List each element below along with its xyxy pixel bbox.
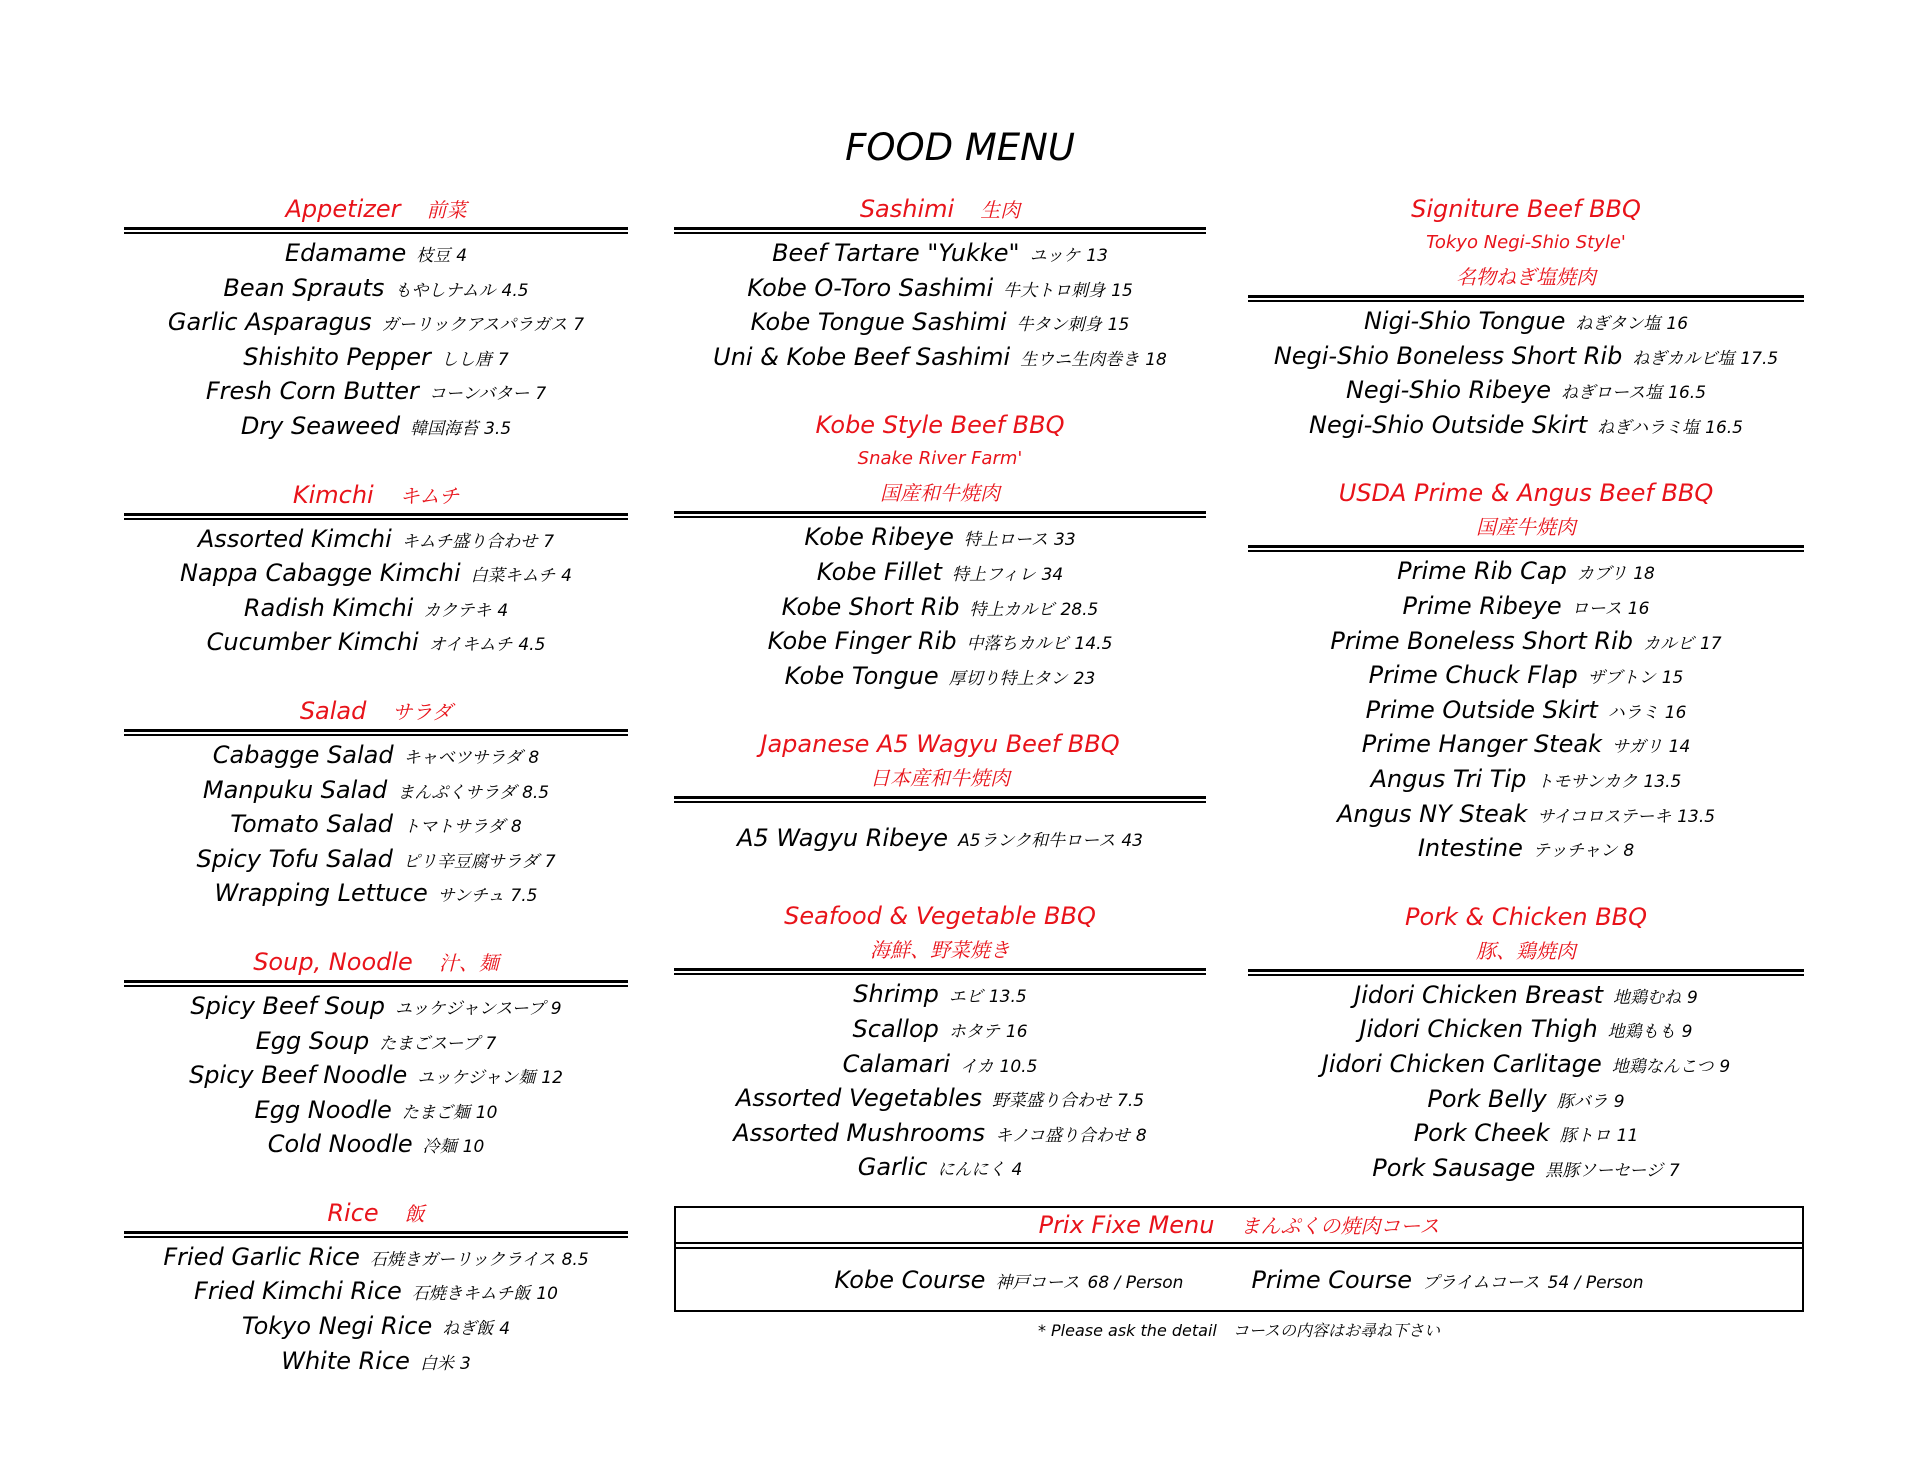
- section-title: Pork & Chicken BBQ: [1404, 902, 1648, 931]
- section-divider: [674, 968, 1206, 975]
- menu-item: Tokyo Negi Rice ねぎ飯 4: [241, 1312, 511, 1341]
- menu-item: Garlic Asparagus ガーリックアスパラガス 7: [167, 308, 585, 337]
- menu-item: Fried Kimchi Rice 石焼きキムチ飯 10: [194, 1277, 558, 1306]
- section-title-jp: 日本産和牛焼肉: [870, 766, 1010, 791]
- section-title: Signiture Beef BBQ: [1411, 195, 1641, 223]
- menu-item: Assorted Mushrooms キノコ盛り合わせ 8: [733, 1118, 1147, 1147]
- menu-item: Wrapping Lettuce サンチュ 7.5: [214, 879, 538, 908]
- section-divider: [1248, 545, 1804, 552]
- section-divider: [124, 227, 628, 234]
- menu-item: Assorted Kimchi キムチ盛り合わせ 7: [197, 524, 555, 553]
- section-divider: [1248, 969, 1804, 976]
- section-divider: [674, 796, 1206, 803]
- menu-item: Cucumber Kimchi オイキムチ 4.5: [206, 628, 546, 657]
- menu-item: Jidori Chicken Thigh 地鶏もも 9: [1359, 1015, 1693, 1044]
- menu-item: Tomato Salad トマトサラダ 8: [230, 810, 522, 839]
- menu-item: Spicy Tofu Salad ピリ辛豆腐サラダ 7: [196, 844, 556, 873]
- section-title-jp: 国産和牛焼肉: [880, 481, 1000, 506]
- menu-item: Kobe Tongue 厚切り特上タン 23: [784, 661, 1096, 690]
- menu-item: Egg Soup たまごスープ 7: [255, 1026, 497, 1055]
- menu-item: Prime Rib Cap カブリ 18: [1397, 557, 1655, 586]
- menu-column-1: [124, 192, 628, 1378]
- menu-item: Nigi-Shio Tongue ねぎタン塩 16: [1363, 307, 1689, 335]
- menu-item: Manpuku Salad まんぷくサラダ 8.5: [202, 775, 550, 804]
- prix-fixe-title: Prix Fixe Menu まんぷくの焼肉コース: [1038, 1211, 1440, 1239]
- menu-item: Spicy Beef Noodle ユッケジャン麺 12: [189, 1061, 563, 1090]
- menu-item: Negi-Shio Outside Skirt ねぎハラミ塩 16.5: [1309, 410, 1743, 439]
- section-divider: [1248, 295, 1804, 302]
- menu-item: Kobe Finger Rib 中落ちカルビ 14.5: [767, 627, 1113, 656]
- section-divider: [674, 511, 1206, 518]
- menu-item: Jidori Chicken Carlitage 地鶏なんこつ 9: [1321, 1049, 1731, 1078]
- menu-item: Egg Noodle たまご麺 10: [254, 1095, 498, 1124]
- menu-column-2: [674, 192, 1206, 1185]
- menu-item: Shrimp エビ 13.5: [853, 980, 1027, 1009]
- section-divider: [674, 227, 1206, 234]
- menu-item: Garlic にんにく 4: [857, 1153, 1023, 1182]
- menu-item: Cabagge Salad キャベツサラダ 8: [212, 740, 540, 769]
- prix-fixe-box: [674, 1206, 1804, 1312]
- menu-item: Jidori Chicken Breast 地鶏むね 9: [1354, 980, 1698, 1009]
- menu-item: Prime Outside Skirt ハラミ 16: [1365, 695, 1687, 724]
- course-item: Prime Course プライムコース 54 / Person: [1251, 1266, 1644, 1294]
- menu-item: Radish Kimchi カクテキ 4: [243, 593, 509, 622]
- section-title-jp: 豚、鶏焼肉: [1476, 938, 1576, 963]
- page-title: FOOD MENU: [845, 126, 1075, 169]
- menu-item: Kobe O-Toro Sashimi 牛大トロ刺身 15: [747, 273, 1133, 302]
- section-title-jp: 国産牛焼肉: [1476, 515, 1576, 540]
- prix-fixe-courses: [676, 1249, 1802, 1311]
- menu-item: Angus NY Steak サイコロステーキ 13.5: [1336, 799, 1716, 828]
- menu-item: Beef Tartare "Yukke" ユッケ 13: [772, 239, 1108, 267]
- menu-column-3: [1248, 192, 1804, 1185]
- menu-item: Calamari イカ 10.5: [842, 1049, 1038, 1078]
- section-title: USDA Prime & Angus Beef BBQ: [1338, 479, 1714, 508]
- menu-item: White Rice 白米 3: [281, 1346, 471, 1375]
- section-title: Kimchi キムチ: [292, 480, 460, 509]
- section-title: Seafood & Vegetable BBQ: [784, 902, 1096, 931]
- section-title: Kobe Style Beef BBQ: [815, 411, 1065, 440]
- menu-item: Negi-Shio Boneless Short Rib ねぎカルビ塩 17.5: [1273, 341, 1779, 370]
- section-divider: [124, 1231, 628, 1238]
- menu-item: Fried Garlic Rice 石焼きガーリックライス 8.5: [163, 1242, 589, 1271]
- menu-item: Kobe Fillet 特上フィレ 34: [816, 557, 1064, 586]
- menu-item: Kobe Tongue Sashimi 牛タン刺身 15: [750, 308, 1130, 337]
- menu-item: Intestine テッチャン 8: [1417, 834, 1635, 863]
- section-divider: [124, 729, 628, 736]
- menu-item: A5 Wagyu Ribeye A5ランク和牛ロース 43: [737, 824, 1143, 853]
- section-title: Soup, Noodle 汁、麺: [253, 947, 499, 976]
- section-title-jp: 名物ねぎ塩焼肉: [1456, 265, 1596, 289]
- menu-item: Kobe Ribeye 特上ロース 33: [804, 523, 1076, 552]
- menu-item: Uni & Kobe Beef Sashimi 生ウニ生肉巻き 18: [713, 342, 1167, 371]
- menu-item: Fresh Corn Butter コーンバター 7: [205, 377, 547, 406]
- section-title: Sashimi 生肉: [859, 195, 1021, 223]
- prix-fixe-note: * Please ask the detail コースの内容はお尋ね下さい: [1037, 1321, 1441, 1340]
- menu-item: Prime Chuck Flap ザブトン 15: [1368, 661, 1684, 690]
- section-subtitle: Snake River Farm': [857, 448, 1023, 470]
- menu-item: Pork Sausage 黒豚ソーセージ 7: [1372, 1153, 1680, 1182]
- menu-item: Nappa Cabagge Kimchi 白菜キムチ 4: [180, 559, 572, 588]
- menu-item: Prime Boneless Short Rib カルビ 17: [1330, 626, 1722, 655]
- menu-item: Assorted Vegetables 野菜盛り合わせ 7.5: [735, 1084, 1145, 1113]
- menu-item: Angus Tri Tip トモサンカク 13.5: [1370, 764, 1682, 793]
- menu-item: Kobe Short Rib 特上カルビ 28.5: [781, 592, 1099, 621]
- course-item: Kobe Course 神戸コース 68 / Person: [834, 1266, 1184, 1294]
- menu-item: Shishito Pepper しし唐 7: [243, 342, 509, 371]
- menu-item: Negi-Shio Ribeye ねぎロース塩 16.5: [1345, 376, 1707, 405]
- menu-item: Prime Ribeye ロース 16: [1402, 591, 1650, 620]
- menu-item: Cold Noodle 冷麺 10: [267, 1130, 485, 1159]
- section-title: Appetizer 前菜: [285, 195, 467, 223]
- menu-item: Pork Cheek 豚トロ 11: [1413, 1119, 1639, 1148]
- menu-item: Prime Hanger Steak サガリ 14: [1361, 730, 1691, 759]
- section-title-jp: 海鮮、野菜焼き: [870, 938, 1010, 963]
- menu-item: Edamame 枝豆 4: [284, 239, 468, 267]
- section-subtitle: Tokyo Negi-Shio Style': [1426, 232, 1626, 253]
- section-title: Japanese A5 Wagyu Beef BBQ: [760, 730, 1120, 759]
- section-divider: [124, 980, 628, 987]
- prix-fixe-divider: [676, 1242, 1802, 1249]
- menu-item: Dry Seaweed 韓国海苔 3.5: [240, 411, 512, 440]
- section-title: Rice 飯: [327, 1198, 425, 1227]
- section-title: Salad サラダ: [299, 696, 453, 725]
- menu-item: Spicy Beef Soup ユッケジャンスープ 9: [190, 991, 562, 1020]
- menu-item: Bean Sprauts もやしナムル 4.5: [223, 273, 529, 302]
- section-divider: [124, 513, 628, 520]
- menu-item: Pork Belly 豚バラ 9: [1427, 1084, 1625, 1113]
- menu-item: Scallop ホタテ 16: [852, 1014, 1028, 1043]
